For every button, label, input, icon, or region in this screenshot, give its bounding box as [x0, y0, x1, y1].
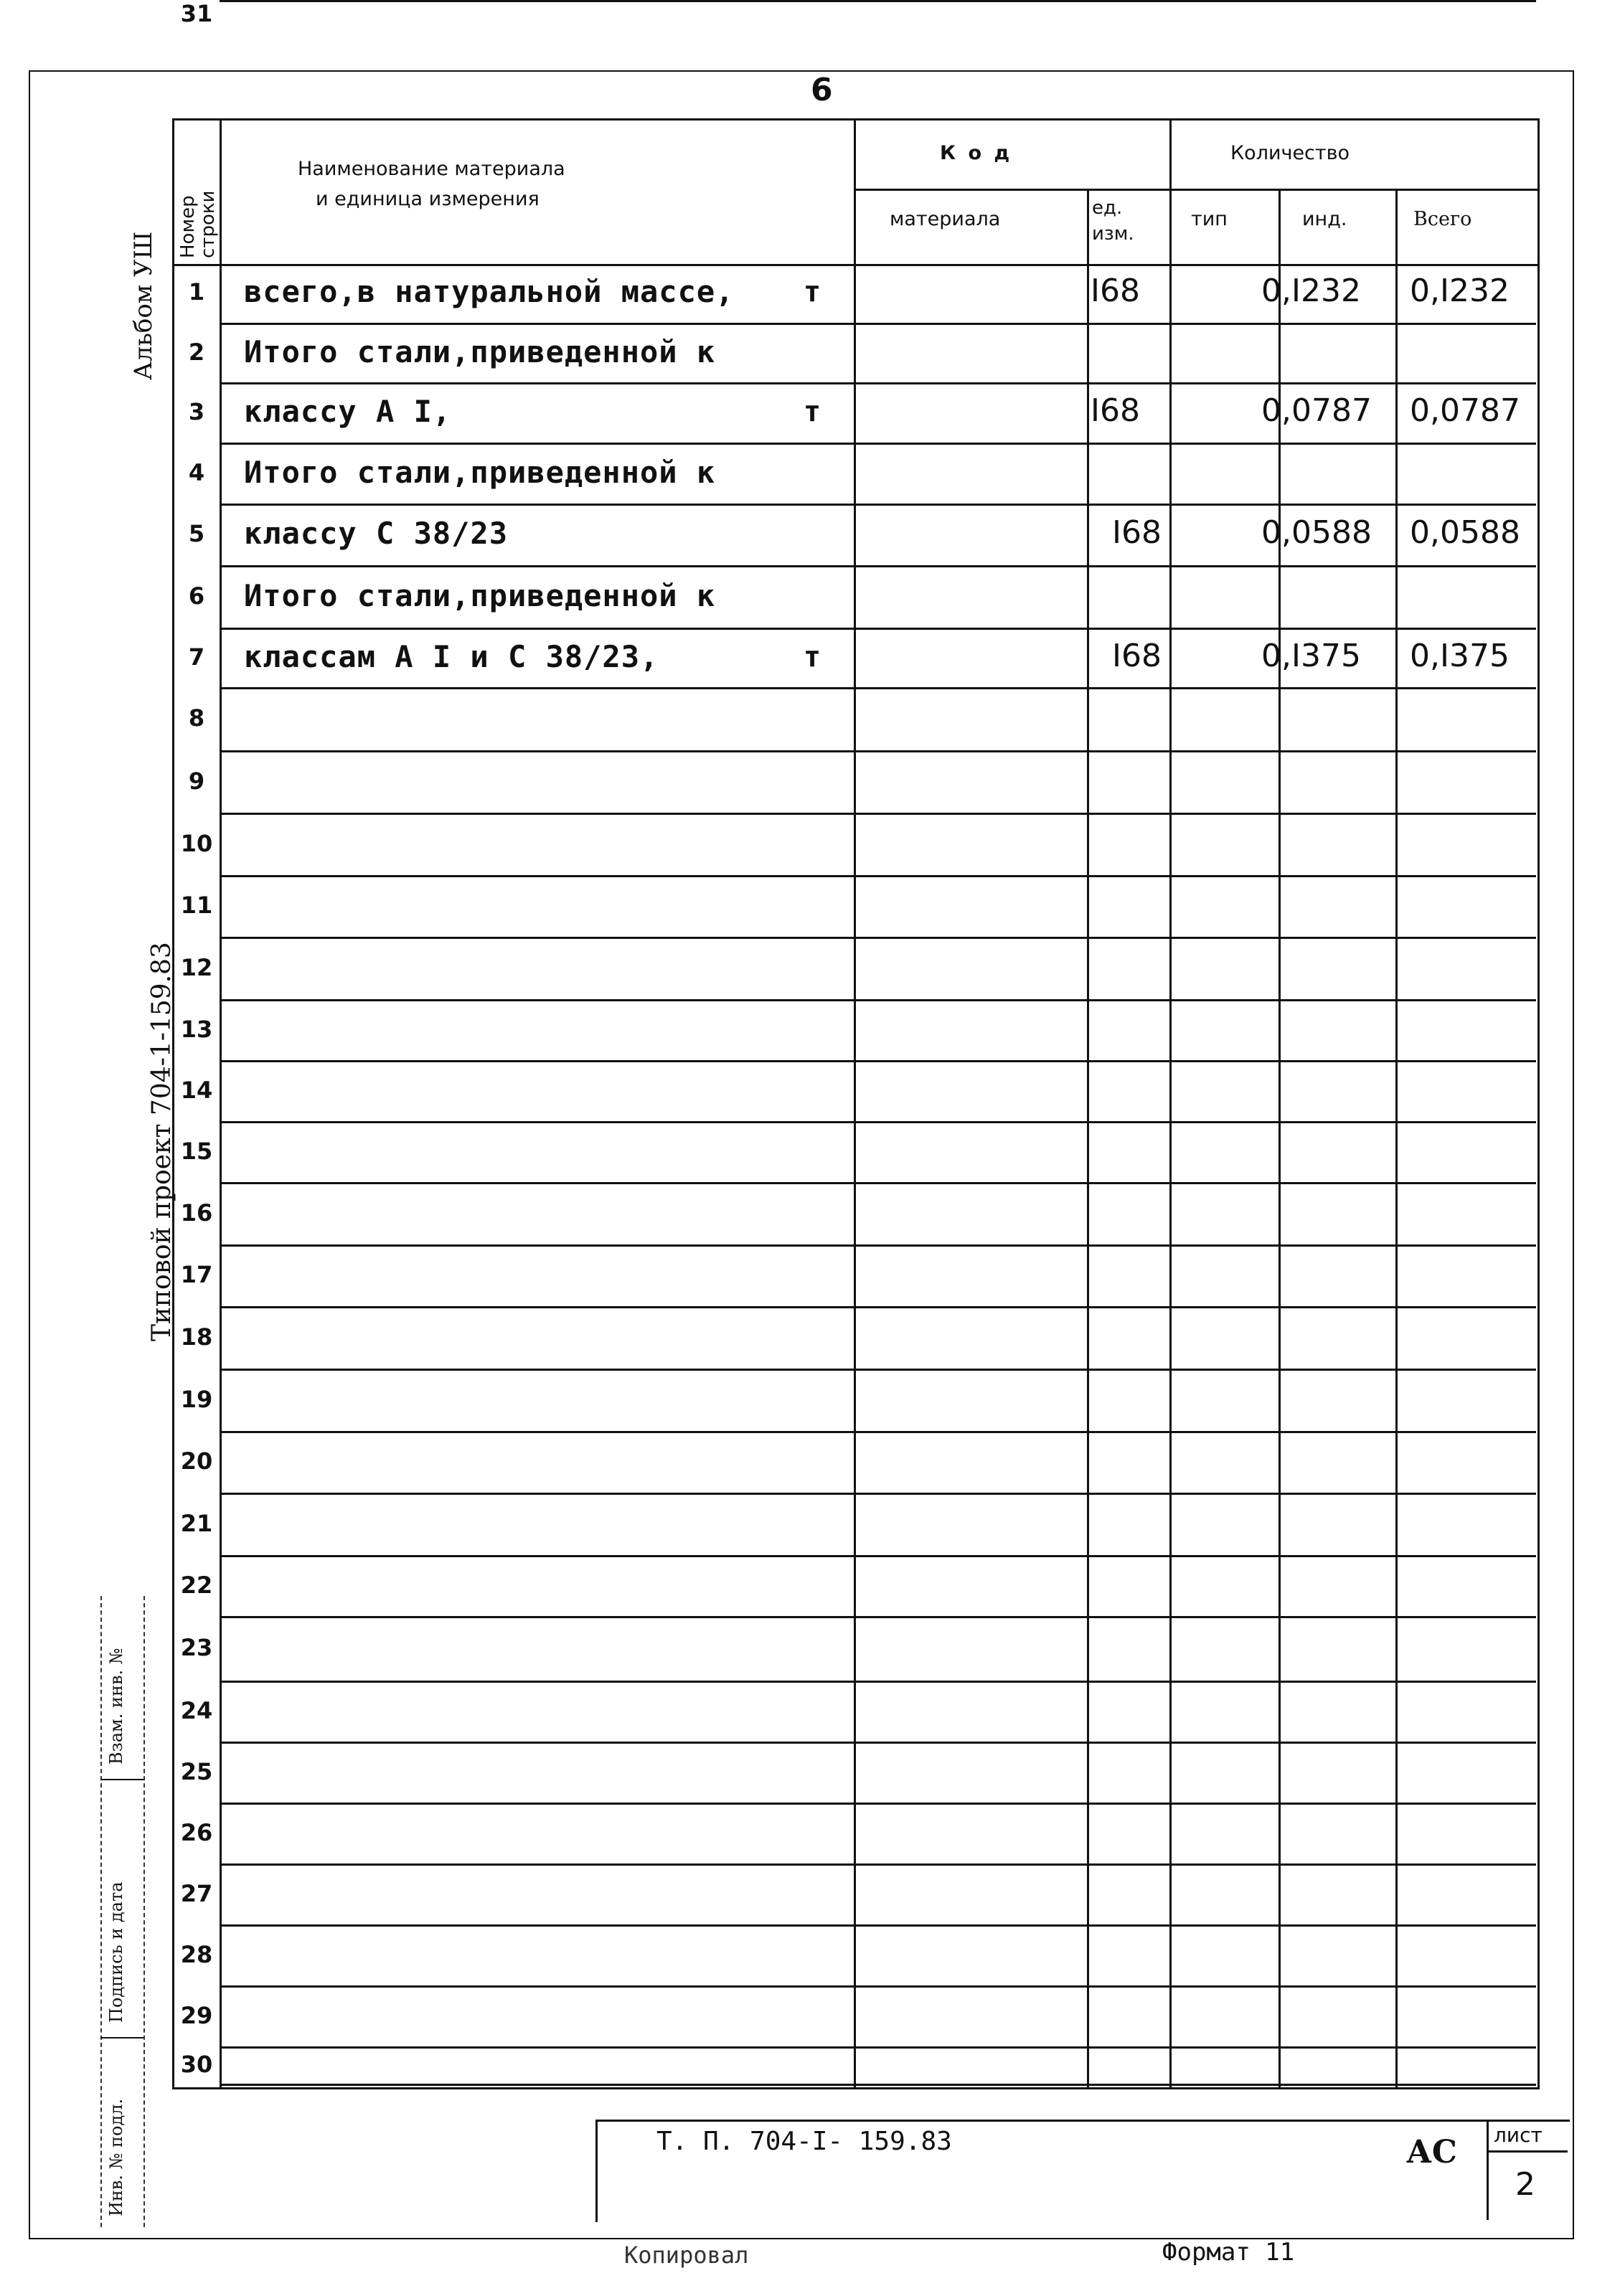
page-number: 6	[811, 72, 833, 108]
row-name: Итого стали,приведенной к	[244, 577, 716, 613]
row-number: 6	[188, 582, 205, 610]
row-divider	[220, 875, 1536, 877]
row-divider	[220, 1306, 1536, 1308]
header-material: материала	[890, 208, 1001, 230]
row-number: 3	[188, 398, 205, 425]
section-code: АС	[1406, 2134, 1457, 2170]
row-number: 5	[188, 520, 205, 547]
row-number: 22	[180, 1571, 213, 1599]
header-name-line1: Наименование материала	[298, 158, 565, 180]
row-number: 14	[180, 1076, 213, 1104]
row-number: 11	[180, 892, 213, 919]
header-quantity: Количество	[1230, 142, 1350, 164]
row-number: 13	[180, 1015, 213, 1043]
row-number: 2	[188, 338, 205, 366]
podpis-label: Подпись и дата	[106, 1881, 126, 2023]
row-number: 12	[180, 953, 213, 981]
row-number: 8	[188, 704, 205, 732]
row-name: всего,в натуральной массе,	[244, 274, 735, 309]
row-ind-qty: 0,0588	[1261, 514, 1372, 551]
row-divider	[220, 382, 1536, 384]
row-divider	[220, 1924, 1536, 1927]
row-total-qty: 0,I232	[1410, 273, 1510, 309]
row-divider	[220, 1863, 1536, 1866]
row-number: 28	[180, 1940, 213, 1968]
row-unit-code: I68	[1091, 273, 1140, 309]
row-divider	[220, 565, 1536, 567]
row-divider	[220, 504, 1536, 506]
row-divider	[220, 1431, 1536, 1433]
header-tip: тип	[1191, 208, 1228, 230]
row-number: 21	[180, 1509, 213, 1537]
row-number: 25	[180, 1757, 213, 1785]
row-divider	[220, 750, 1536, 752]
row-divider	[220, 628, 1536, 630]
row-number: 7	[188, 643, 205, 671]
project-label: Типовой проект 704-1-159.83	[147, 942, 176, 1341]
row-divider	[220, 2046, 1536, 2049]
row-divider	[220, 999, 1536, 1001]
row-unit-letter: т	[804, 275, 821, 308]
row-divider	[220, 2084, 1536, 2086]
row-unit-code: I68	[1091, 392, 1140, 429]
row-divider	[220, 1985, 1536, 1988]
album-label: Альбом УШ	[129, 231, 158, 380]
row-ind-qty: 0,I232	[1261, 273, 1361, 309]
header-code: К о д	[940, 142, 1013, 164]
row-number: 20	[180, 1447, 213, 1475]
row-divider	[220, 687, 1536, 689]
row-total-qty: 0,0588	[1410, 514, 1520, 551]
header-name-line2: и единица измерения	[316, 188, 540, 210]
row-name: классу С 38/23	[244, 516, 509, 551]
row-divider	[220, 937, 1536, 939]
row-divider	[220, 1182, 1536, 1184]
row-total-qty: 0,0787	[1410, 392, 1520, 429]
row-divider	[220, 1493, 1536, 1495]
row-number: 16	[180, 1199, 213, 1227]
header-unit: ед. изм.	[1092, 197, 1134, 245]
row-name: Итого стали,приведенной к	[244, 334, 716, 369]
row-divider	[220, 1742, 1536, 1744]
row-number: 15	[180, 1137, 213, 1165]
row-divider	[220, 1244, 1536, 1247]
row-name: Итого стали,приведенной к	[244, 454, 716, 490]
row-name: классам А I и С 38/23,	[244, 638, 659, 674]
row-divider	[220, 1681, 1536, 1683]
row-divider	[220, 1803, 1536, 1805]
row-divider	[220, 1369, 1536, 1371]
row-divider	[220, 1060, 1536, 1062]
row-number: 23	[180, 1634, 213, 1661]
row-unit-code: I68	[1112, 637, 1162, 674]
row-ind-qty: 0,0787	[1261, 392, 1372, 429]
row-divider	[220, 0, 1536, 2]
sheet-label: лист	[1494, 2123, 1543, 2147]
sheet-number: 2	[1515, 2166, 1535, 2203]
row-divider	[220, 1121, 1536, 1123]
row-number: 30	[180, 2051, 213, 2078]
header-row-number: Номер строки	[177, 190, 219, 258]
row-divider	[220, 1555, 1536, 1557]
row-number: 26	[180, 1818, 213, 1846]
designation: Т. П. 704-I- 159.83	[656, 2127, 952, 2156]
row-number: 18	[180, 1323, 213, 1351]
row-number: 31	[180, 0, 213, 27]
row-number: 27	[180, 1879, 213, 1907]
row-name: классу А I,	[244, 394, 452, 429]
vzam-label: Взам. инв. №	[106, 1648, 126, 1764]
row-number: 10	[180, 829, 213, 857]
row-unit-code: I68	[1112, 514, 1162, 551]
header-ind: инд.	[1302, 208, 1347, 230]
row-number: 17	[180, 1261, 213, 1288]
row-number: 19	[180, 1385, 213, 1413]
header-total: Всего	[1413, 208, 1472, 230]
inv-label: Инв. № подл.	[106, 2098, 126, 2216]
row-unit-letter: т	[804, 395, 821, 428]
row-number: 9	[188, 767, 205, 795]
row-number: 24	[180, 1696, 213, 1724]
row-divider	[220, 1616, 1536, 1618]
row-unit-letter: т	[804, 640, 821, 674]
row-total-qty: 0,I375	[1410, 637, 1510, 674]
row-divider	[220, 323, 1536, 325]
row-divider	[220, 443, 1536, 445]
row-ind-qty: 0,I375	[1261, 637, 1361, 674]
row-number: 4	[188, 458, 205, 486]
row-divider	[220, 813, 1536, 815]
copied-label: Копировал	[624, 2241, 749, 2269]
row-number: 1	[188, 278, 205, 306]
format-label: Формат 11	[1162, 2238, 1295, 2267]
row-number: 29	[180, 2001, 213, 2029]
